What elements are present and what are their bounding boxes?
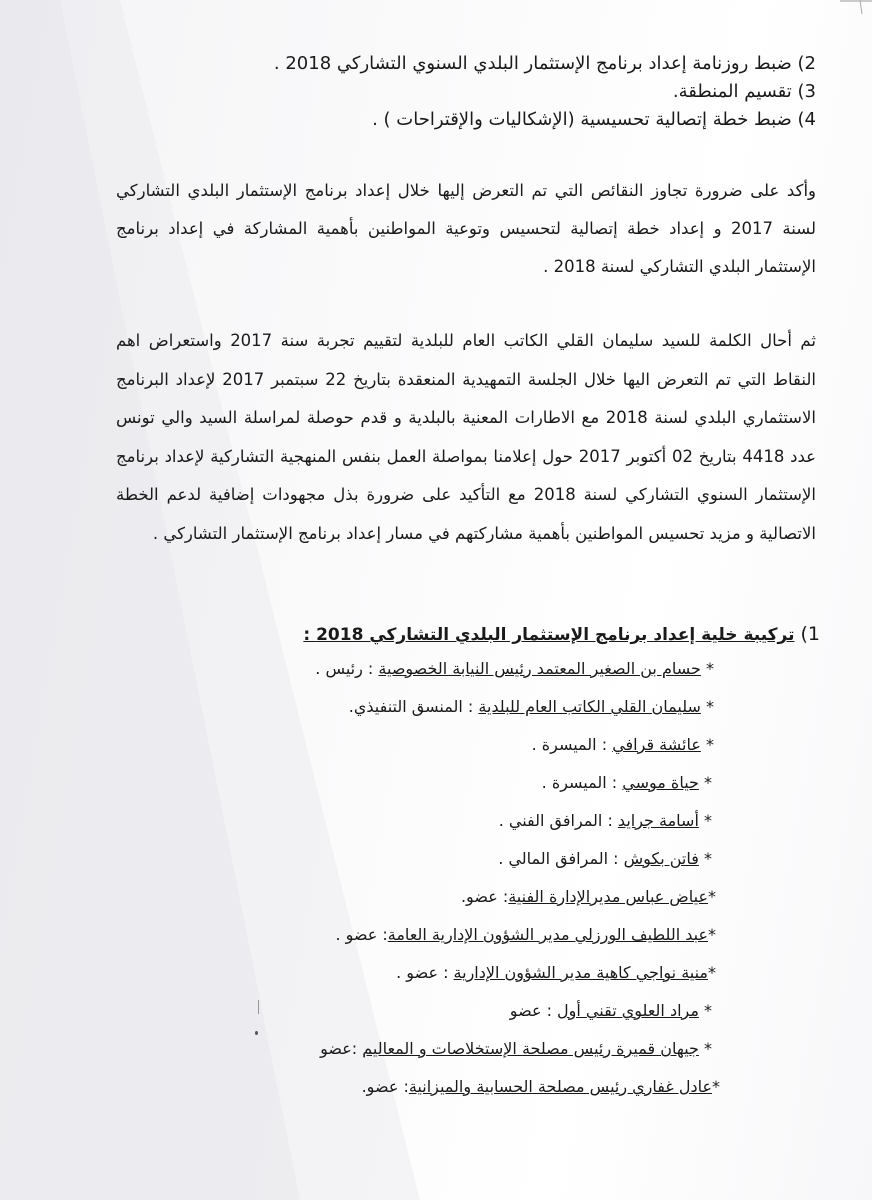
member-item: * مراد العلوي تقني أول : عضو — [509, 1001, 712, 1020]
member-item: * عائشة قرافي : الميسرة . — [531, 735, 714, 754]
member-item: * فاتن بكوش : المرافق المالي . — [498, 849, 712, 868]
section-title: تركيبة خلية إعداد برنامج الإستثمار البلدي التشاركي 2018 : — [303, 625, 795, 645]
scan-speck — [258, 1000, 259, 1014]
member-item: * حسام بن الصغير المعتمد رئيس النيابة الخصوصية : رئيس . — [315, 659, 714, 678]
member-item: * حياة موسي : الميسرة . — [541, 773, 712, 792]
member-item: *منية نواجي كاهية مدير الشؤون الإدارية : عضو . — [396, 963, 716, 982]
paragraph: ثم أحال الكلمة للسيد سليمان القلي الكاتب العام للبلدية لتقييم تجربة سنة 2017 واستعراض اهم النقاط التي تم التعرض اليها خلال الجلسة التمهيدية المنعقدة بتاريخ 22 سبتمبر 2017 لإعداد البرنامج الاستثماري البلدي لسنة 2018 مع الاطارات المعنية بالبلدية و قدم حوصلة لمراسلة السيد والي تونس عدد 4418 بتاريخ 02 أكتوبر 2017 حول إعلامنا بمواصلة العمل بنفس المنهجية التشاركية لإعداد برنامج الإستثمار السنوي التشاركي لسنة 2018 مع التأكيد على ضرورة بذل مجهودات إضافية لدعم الخطة الاتصالية و مزيد تحسيس المواطنين بأهمية مشاركتهم في مسار إعداد برنامج الإستثمار التشاركي . — [116, 331, 816, 543]
member-item: * سليمان القلي الكاتب العام للبلدية : المنسق التنفيذي. — [348, 697, 714, 716]
member-item: * أسامة جرايد : المرافق الفني . — [498, 811, 712, 830]
member-item: * جيهان قميرة رئيس مصلحة الإستخلاصات و المعاليم :عضو — [320, 1039, 712, 1058]
agenda-item: 4) ضبط خطة إتصالية تحسيسية (الإشكاليات والإقتراحات ) . — [372, 109, 816, 130]
member-item: *عبد اللطيف الورزلي مدير الشؤون الإدارية العامة: عضو . — [335, 925, 716, 944]
paragraph: وأكد على ضرورة تجاوز النقائص التي تم التعرض إليها خلال إعداد برنامج الإستثمار البلدي التشاركي لسنة 2017 و إعداد خطة إتصالية لتحسيس وتوعية المواطنين بأهمية المشاركة في إعداد برنامج الإستثمار البلدي التشاركي لسنة 2018 . — [116, 181, 816, 276]
member-item: *عياض عباس مديرالإدارة الفنية: عضو. — [460, 887, 716, 906]
section-heading — [260, 620, 820, 649]
agenda-item: 3) تقسيم المنطقة. — [672, 81, 816, 102]
scan-speck — [255, 1031, 258, 1035]
agenda-list — [176, 50, 816, 134]
member-item: *عادل غفاري رئيس مصلحة الحسابية والميزانية: عضو. — [361, 1077, 720, 1096]
agenda-item: 2) ضبط روزنامة إعداد برنامج الإستثمار البلدي السنوي التشاركي 2018 . — [273, 53, 816, 74]
section-number: 1) — [800, 623, 820, 645]
